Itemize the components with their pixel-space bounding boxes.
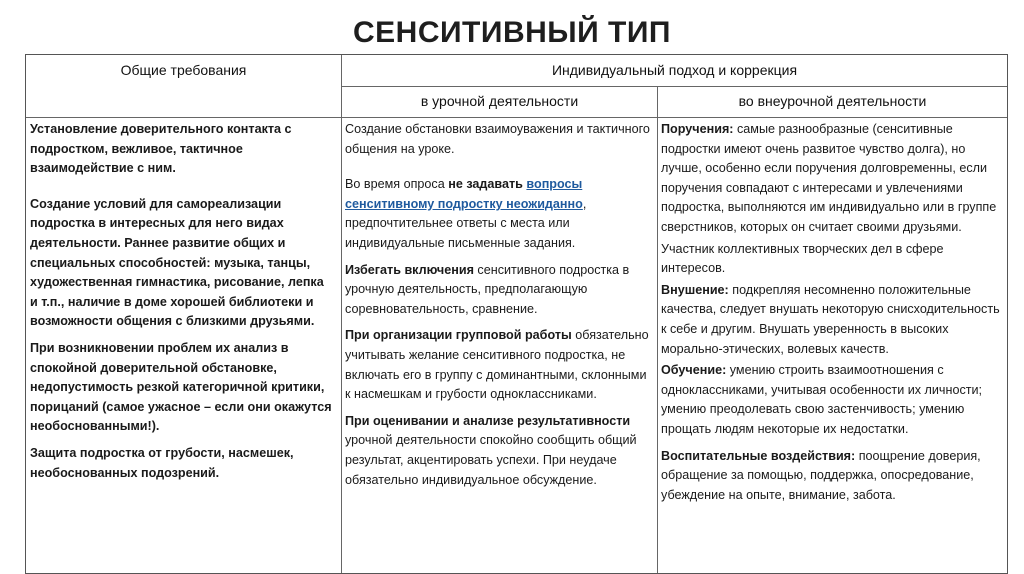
text-run: подкрепляя несомненно положительные качества, следует внушать некоторую снисходительность к себе и другим. Внушать уверенность в высоких морально-этических, волевых качеств. [661,282,1000,356]
general-paragraph: Установление доверительного контакта с подростком, вежливое, тактичное взаимодействие с ним. [30,122,292,176]
extra-paragraph [661,447,1001,506]
lesson-paragraph [345,326,651,404]
text-run-bold: При оценивании и анализе результативности [345,413,631,428]
text-run: сенситивного подростка в урочную деятельность, предполагающую соревновательность, сравнение. [345,262,630,316]
extra-paragraph [661,120,1001,238]
text-run-bold: не задавать [448,177,523,192]
extracurricular-activity-cell [661,120,1001,512]
text-run: поощрение доверия, обращение за помощью, поддержка, опосредование, убеждение на опыте, внимание, забота. [661,448,981,502]
text-run-bold: Поручения: [661,122,734,136]
header-lesson: в урочной деятельности [420,93,579,109]
text-run: обязательно учитывать желание сенситивного подростка, не включать его в группу с доминантными, склонными к насмешкам и грубости одноклассниками. [345,328,649,402]
text-run-bold: Обучение: [661,363,727,378]
lesson-paragraph [345,175,651,253]
page-title: СЕНСИТИВНЫЙ ТИП [352,16,671,49]
extra-paragraph [661,361,1001,439]
requirements-table [25,54,1008,574]
extra-paragraph: Участник коллективных творческих дел в сфере интересов. [661,241,944,276]
column-divider [341,55,342,573]
extra-paragraph [661,281,1001,359]
lesson-paragraph [345,261,651,320]
row-divider [341,86,1007,87]
general-paragraph: При возникновении проблем их анализ в спокойной доверительной обстановке, недопустимость резкой категоричной критики, порицаний (самое ужасное – если они окажутся необоснованными!). [30,340,332,434]
column-divider [657,86,658,573]
lesson-paragraph [345,412,651,490]
text-run: , предпочтительнее ответы с места или индивидуальные письменные задания. [345,196,587,250]
general-requirements-cell [30,120,334,490]
text-run-bold: Внушение: [661,282,729,297]
header-general: Общие требования [120,62,247,78]
lesson-activity-cell [345,120,651,497]
questions-link[interactable]: вопросы сенситивному подростку неожиданно [345,177,583,211]
text-run: самые разнообразные (сенситивные подростки имеют очень развитое чувство долга), но лучше, особенно если поручения долговременны, если поручения совпадают с интересами и увлечениями подростка, выполняются им индивидуально или в группе сверстников, которых он считает своими друзьями. [661,122,997,234]
text-run-bold: Воспитательные воздействия: [661,448,856,463]
header-individual: Индивидуальный подход и коррекция [551,62,798,78]
text-run-bold: Избегать включения [345,262,474,277]
general-paragraph: Создание условий для самореализации подростка в интересных для него видах деятельности. Раннее развитие общих и специальных способностей: музыка, танцы, художественная гимнастика, рисование, лепка и т.п., наличие в доме хорошей библиотеки и возможности общения с близкими друзьями. [30,196,324,329]
text-run-bold: При организации групповой работы [345,328,572,343]
text-run: Во время опроса [345,177,449,192]
general-paragraph: Защита подростка от грубости, насмешек, необоснованных подозрений. [30,445,294,480]
header-extracurricular: во внеурочной деятельности [738,93,927,109]
text-run: урочной деятельности спокойно сообщить общий результат, акцентировать успехи. При неудаче обязательно индивидуальное обсуждение. [345,433,637,487]
text-run: умению строить взаимоотношения с одноклассниками, учитывая особенности их личности; умению преодолевать свою застенчивость; умению прощать людям некоторые их недостатки. [661,363,983,436]
row-divider [26,117,1007,118]
lesson-paragraph: Создание обстановки взаимоуважения и тактичного общения на уроке. [345,122,650,156]
